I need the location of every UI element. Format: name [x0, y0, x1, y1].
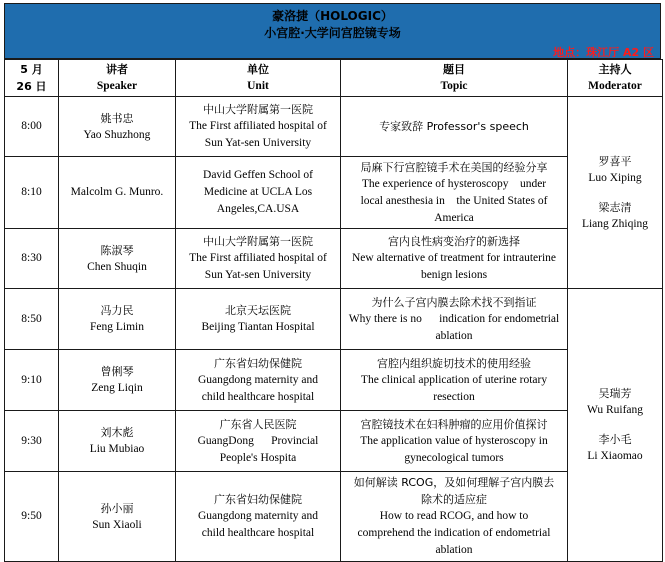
table-row: [5, 411, 663, 472]
table-row: [5, 97, 663, 157]
time-cell: 8:50: [5, 289, 59, 350]
table-header-row: [5, 60, 663, 97]
table-row: [5, 472, 663, 562]
unit-cell: 广东省妇幼保健院 Guangdong maternity and child healthcare hospital: [176, 350, 341, 411]
table-row: [5, 350, 663, 411]
speaker-cell: 刘木彪 Liu Mubiao: [59, 411, 176, 472]
col-moderator: 主持人 Moderator: [568, 60, 663, 97]
speaker-cell: 冯力民 Feng Limin: [59, 289, 176, 350]
speaker-cell: 孙小丽 Sun Xiaoli: [59, 472, 176, 562]
schedule-table: [4, 59, 663, 562]
time-cell: 9:10: [5, 350, 59, 411]
unit-cell: 广东省妇幼保健院 Guangdong maternity and child healthcare hospital: [176, 472, 341, 562]
session-location: 地点：珠江厅 A2 区: [553, 46, 654, 59]
time-cell: 8:10: [5, 157, 59, 229]
time-cell: 8:30: [5, 229, 59, 289]
unit-cell: 北京天坛医院 Beijing Tiantan Hospital: [176, 289, 341, 350]
col-unit: 单位 Unit: [176, 60, 341, 97]
unit-cell: 广东省人民医院 GuangDong Provincial People's Hospita: [176, 411, 341, 472]
time-cell: 8:00: [5, 97, 59, 157]
topic-cell: 为什么子宫内膜去除术找不到指证 Why there is no indication for endometrial ablation: [341, 289, 568, 350]
table-row: [5, 229, 663, 289]
session-header: [4, 3, 661, 59]
speaker-cell: 曾俐琴 Zeng Liqin: [59, 350, 176, 411]
unit-cell: 中山大学附属第一医院 The First affiliated hospital of Sun Yat-sen University: [176, 229, 341, 289]
table-row: [5, 289, 663, 350]
unit-cell: 中山大学附属第一医院 The First affiliated hospital of Sun Yat-sen University: [176, 97, 341, 157]
table-row: [5, 157, 663, 229]
speaker-cell: Malcolm G. Munro.: [59, 157, 176, 229]
topic-cell: 宫腔内组织旋切技术的使用经验 The clinical application of uterine rotary resection: [341, 350, 568, 411]
topic-cell: 宫腔镜技术在妇科肿瘤的应用价值探讨 The application value of hysteroscopy in gynecological tumors: [341, 411, 568, 472]
speaker-cell: 陈淑琴 Chen Shuqin: [59, 229, 176, 289]
unit-cell: David Geffen School of Medicine at UCLA Los Angeles,CA.USA: [176, 157, 341, 229]
topic-cell: 专家致辞 Professor's speech: [341, 97, 568, 157]
col-speaker: 讲者 Speaker: [59, 60, 176, 97]
topic-cell: 宫内良性病变治疗的新选择 New alternative of treatment for intrauterine benign lesions: [341, 229, 568, 289]
topic-cell: 局麻下行宫腔镜手术在美国的经验分享 The experience of hysteroscopy under local anesthesia in the United States of America: [341, 157, 568, 229]
time-cell: 9:50: [5, 472, 59, 562]
session-subtitle: 小宫腔·大学问宫腔镜专场: [264, 26, 401, 40]
col-topic: 题目 Topic: [341, 60, 568, 97]
speaker-cell: 姚书忠 Yao Shuzhong: [59, 97, 176, 157]
topic-cell: 如何解读 RCOG，及如何理解子宫内膜去 除术的适应症 How to read RCOG, and how to comprehend the indication of endometrial ablation: [341, 472, 568, 562]
moderator-cell: 罗喜平 Luo Xiping 梁志清 Liang Zhiqing: [568, 97, 663, 289]
col-date: 5 月 26 日: [5, 60, 59, 97]
session-title: 豪洛捷（HOLOGIC）: [272, 9, 393, 23]
moderator-cell: 吴瑞芳 Wu Ruifang 李小毛 Li Xiaomao: [568, 289, 663, 562]
time-cell: 9:30: [5, 411, 59, 472]
